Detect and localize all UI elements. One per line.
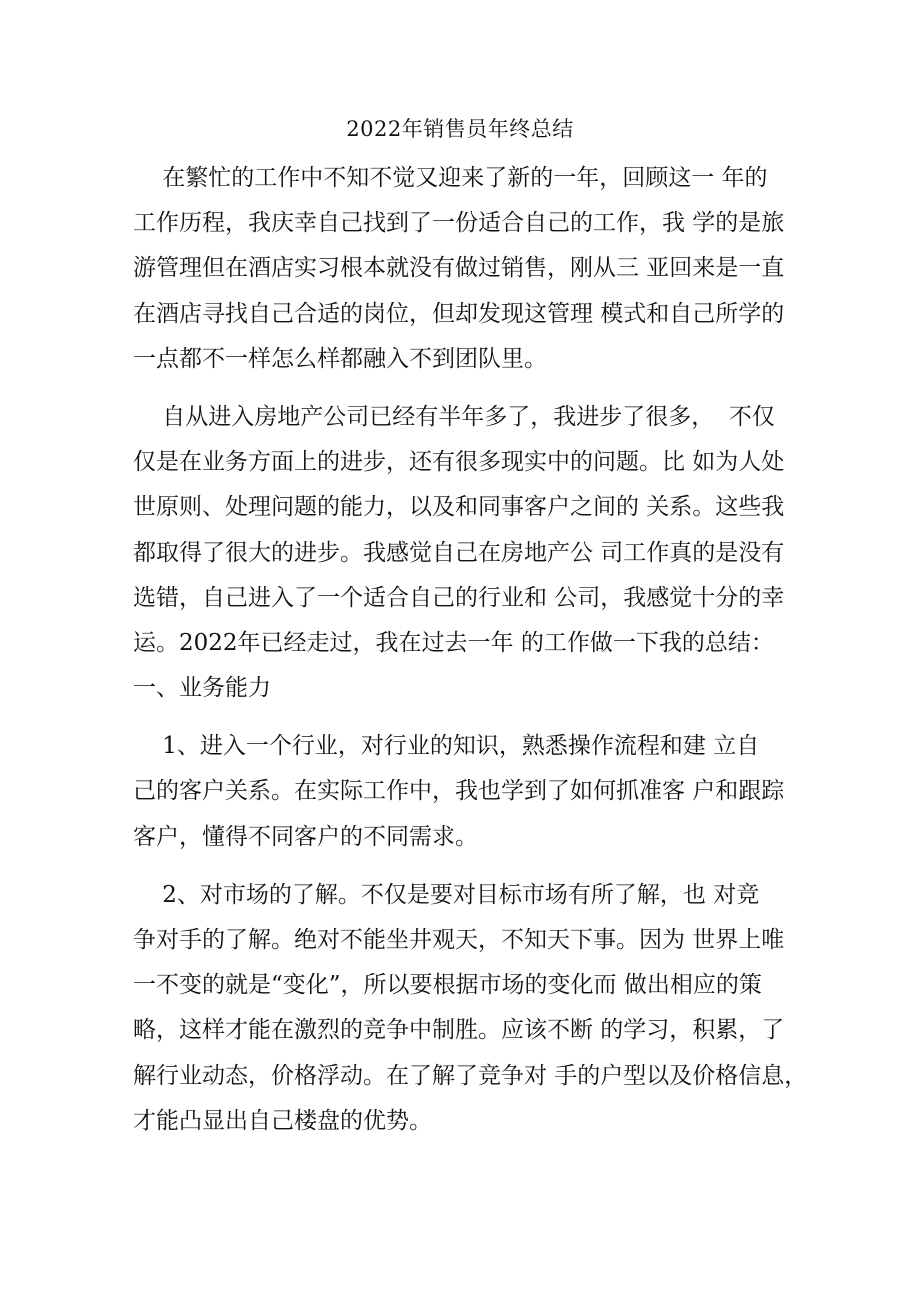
text-line: 客户，懂得不同客户的不同需求。 (133, 823, 478, 850)
text-line: 自从进入房地产公司已经有半年多了，我进步了很多， 不仅 (133, 403, 775, 430)
paragraph-intro (133, 156, 793, 382)
paragraph-spacer (133, 860, 793, 873)
text-line: 一点都不一样怎么样都融入不到团队里。 (133, 345, 547, 372)
text-line: 争对手的了解。绝对不能坐井观天，不知天下事。因为 世界上唯 (133, 927, 785, 953)
text-line: 选错，自己进入了一个适合自己的行业和 公司，我感觉十分的幸 (133, 584, 785, 611)
paragraph-spacer (133, 382, 793, 395)
text-line: 己的客户关系。在实际工作中，我也学到了如何抓准客 户和跟踪 (133, 778, 785, 805)
text-line: 运。2022年已经走过，我在过去一年 的工作做一下我的总结： (133, 629, 774, 656)
text-line: 略，这样才能在激烈的竞争中制胜。应该不断 的学习，积累，了 (133, 1017, 785, 1044)
text-line: 都取得了很大的进步。我感觉自己在房地产公 司工作真的是没有 (133, 539, 785, 566)
text-line: 游管理但在酒店实习根本就没有做过销售，刚从三 亚回来是一直 (133, 255, 785, 282)
text-line: 一不变的就是“变化”，所以要根据市场的变化而 做出相应的策 (133, 972, 762, 999)
paragraph-item-2 (133, 873, 808, 1144)
paragraph-progress (133, 395, 793, 711)
paragraph-item-1 (133, 724, 793, 860)
text-line: 才能凸显出自己楼盘的优势。 (133, 1107, 432, 1134)
document-title: 2022年销售员年终总结 (346, 117, 574, 141)
text-line: 世原则、处理问题的能力，以及和同事客户之间的 关系。这些我 (133, 494, 785, 521)
text-line: 在酒店寻找自己合适的岗位，但却发现这管理 模式和自己所学的 (133, 300, 785, 327)
section-heading: 一、业务能力 (133, 675, 271, 702)
paragraph-spacer (133, 711, 793, 724)
text-line: 2、对市场的了解。不仅是要对目标市场有所了解，也 对竞 (133, 881, 760, 908)
text-line: 仅是在业务方面上的进步，还有很多现实中的问题。比 如为人处 (133, 449, 785, 476)
text-line: 解行业动态，价格浮动。在了解了竞争对 手的户型以及价格信息， (133, 1062, 808, 1089)
document-body (133, 156, 808, 1144)
text-line: 在繁忙的工作中不知不觉又迎来了新的一年，回顾这一 年的 (133, 165, 768, 191)
text-line: 工作历程，我庆幸自己找到了一份适合自己的工作，我 学的是旅 (133, 210, 785, 237)
text-line: 1、进入一个行业，对行业的知识，熟悉操作流程和建 立自 (133, 733, 760, 760)
